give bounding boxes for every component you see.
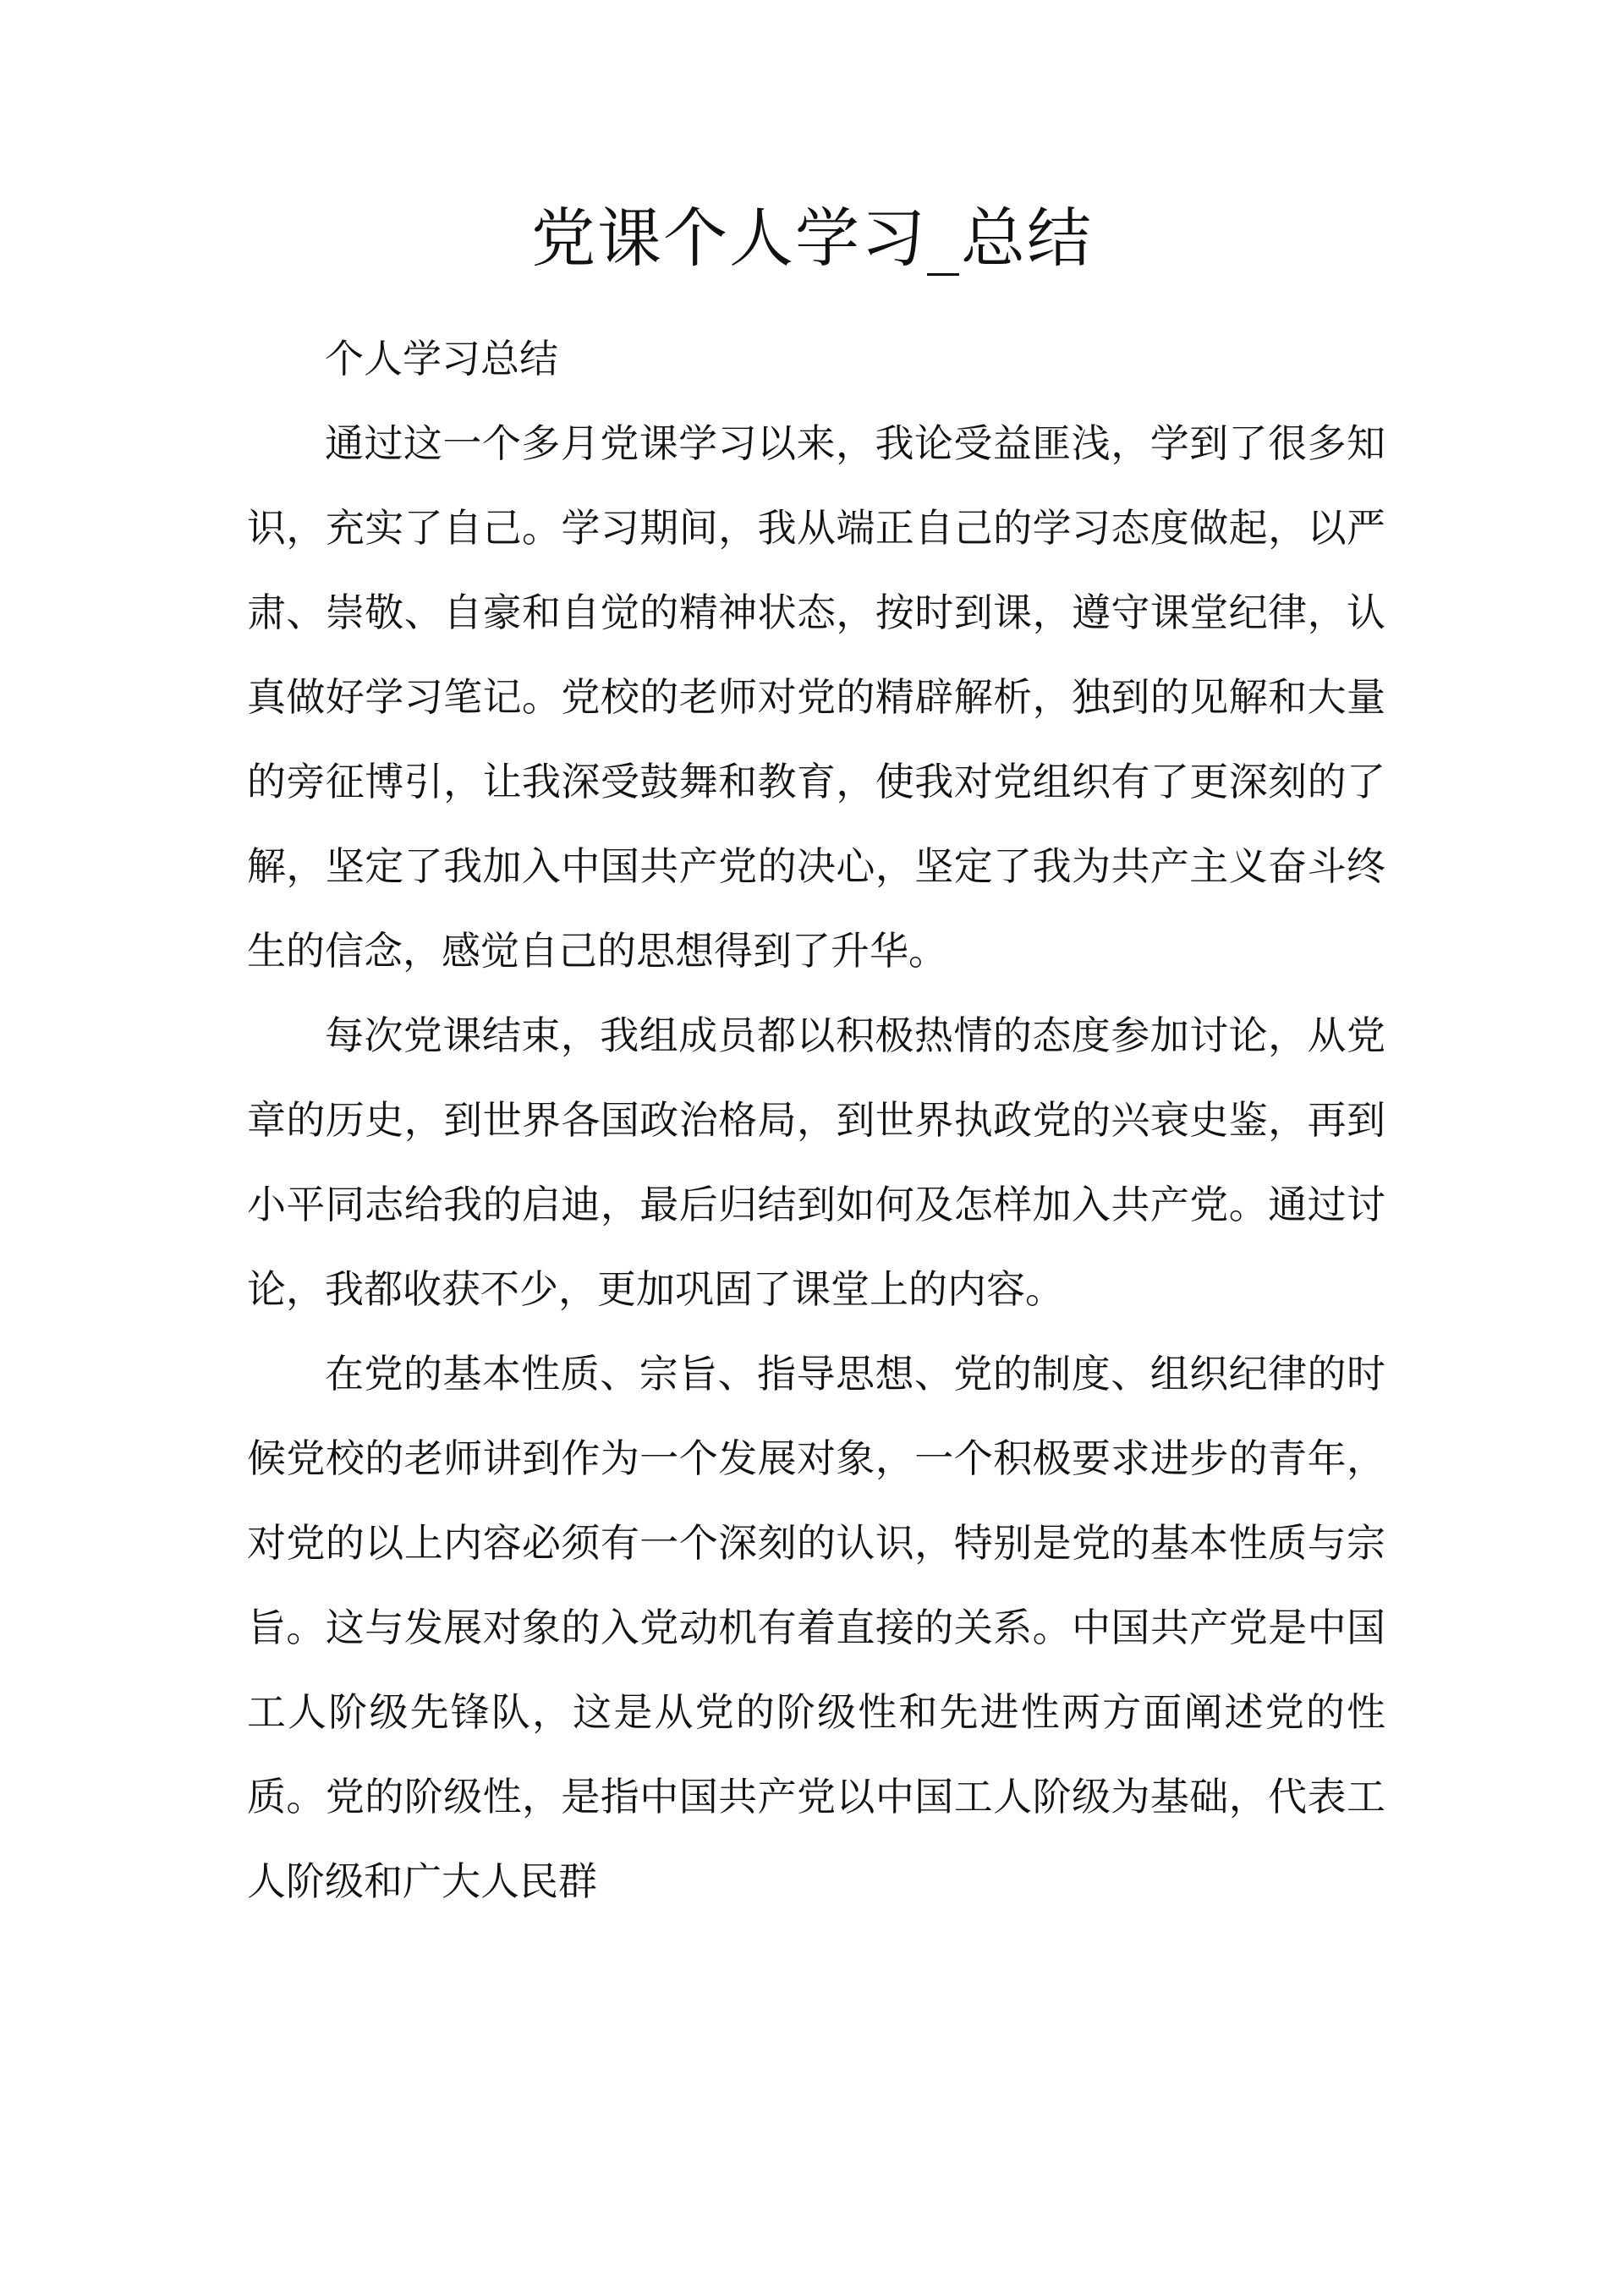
paragraph-1: 通过这一个多月党课学习以来，我论受益匪浅，学到了很多知识，充实了自己。学习期间，我从端正自己的学习态度做起，以严肃、崇敬、自豪和自觉的精神状态，按时到课，遵守课堂纪律，认真做好学习笔记。党校的老师对党的精辟解析，独到的见解和大量的旁征博引，让我深受鼓舞和教育，使我对党组织有了更深刻的了解，坚定了我加入中国共产党的决心，坚定了我为共产主义奋斗终生的信念，感觉自己的思想得到了升华。: [247, 420, 1385, 974]
paragraph-3: 在党的基本性质、宗旨、指导思想、党的制度、组织纪律的时候党校的老师讲到作为一个发展对象，一个积极要求进步的青年，对党的以上内容必须有一个深刻的认识，特别是党的基本性质与宗旨。这与发展对象的入党动机有着直接的关系。中国共产党是中国工人阶级先锋队，这是从党的阶级性和先进性两方面阐述党的性质。党的阶级性，是指中国共产党以中国工人阶级为基础，代表工人阶级和广大人民群: [247, 1351, 1385, 1904]
document-body: [247, 316, 1385, 1924]
paragraph-2: 每次党课结束，我组成员都以积极热情的态度参加讨论，从党章的历史，到世界各国政治格局，到世界执政党的兴衰史鉴，再到小平同志给我的启迪，最后归结到如何及怎样加入共产党。通过讨论，我都收获不少，更加巩固了课堂上的内容。: [247, 1013, 1385, 1312]
document-heading: 个人学习总结: [325, 336, 558, 381]
document-title: 党课个人学习_总结: [531, 200, 1093, 276]
